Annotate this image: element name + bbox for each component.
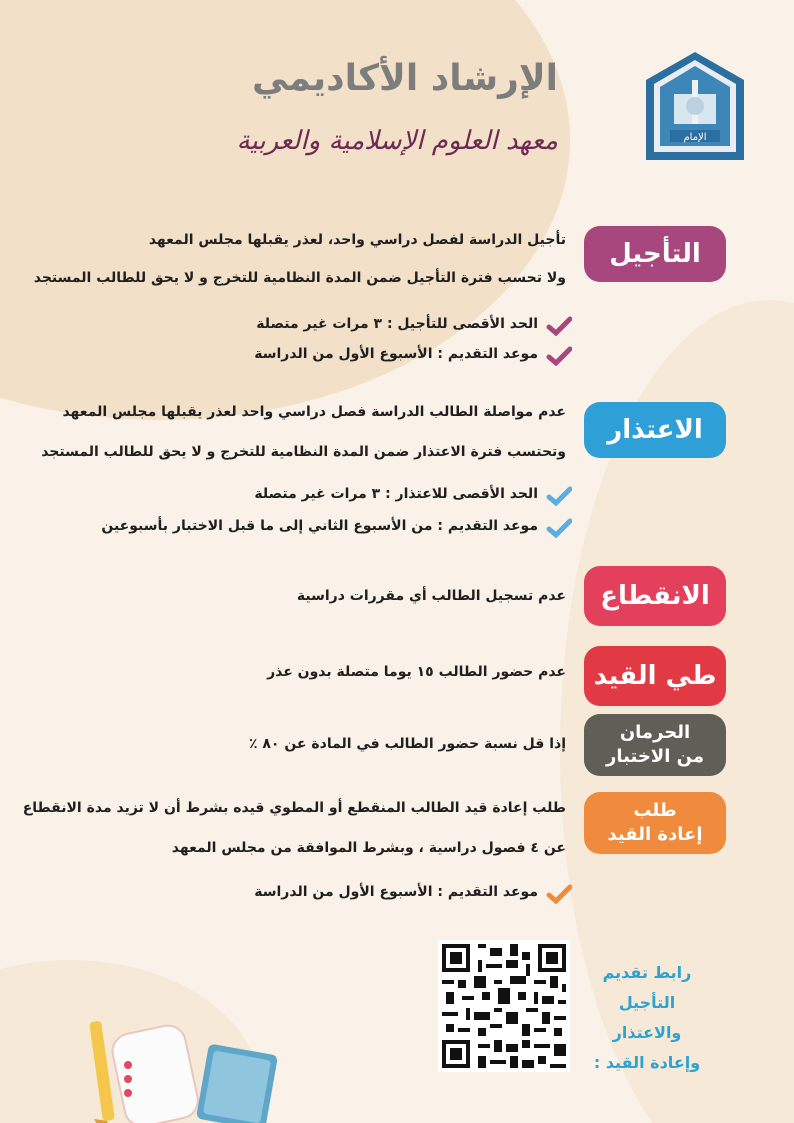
- postponement-limit: الحد الأقصى للتأجيل : ٣ مرات غير متصلة: [256, 316, 538, 332]
- apology-line-2: وتحتسب فترة الاعتذار ضمن المدة النظامية للتخرج و لا يحق للطالب المستجد: [41, 444, 566, 460]
- badge-readmission-line-2: إعادة القيد: [607, 824, 703, 845]
- removal-line: عدم حضور الطالب ١٥ يوما متصلة بدون عذر: [267, 664, 566, 680]
- badge-apology: الاعتذار: [584, 402, 726, 458]
- apology-line-1: عدم مواصلة الطالب الدراسة فصل دراسي واحد لعذر يقبلها مجلس المعهد: [62, 404, 566, 420]
- dropout-line: عدم تسجيل الطالب أي مقررات دراسية: [296, 588, 566, 604]
- check-icon: [546, 884, 572, 904]
- qr-caption: [582, 958, 712, 1078]
- check-icon: [546, 316, 572, 336]
- readmission-line-1: طلب إعادة قيد الطالب المنقطع أو المطوي قيده بشرط أن لا تزيد مدة الانقطاع: [22, 800, 566, 816]
- badge-postponement: التأجيل: [584, 226, 726, 282]
- badge-deprivation-line-2: من الاختبار: [606, 746, 704, 767]
- postponement-line-1: تأجيل الدراسة لفصل دراسي واحد، لعذر يقبلها مجلس المعهد: [148, 232, 566, 248]
- badge-removal: طي القيد: [584, 646, 726, 706]
- check-icon: [546, 518, 572, 538]
- stationery-illustration: [90, 1015, 330, 1123]
- qr-caption-line-1: رابط تقديم: [602, 963, 692, 982]
- readmission-date: موعد التقديم : الأسبوع الأول من الدراسة: [254, 884, 538, 900]
- postponement-date: موعد التقديم : الأسبوع الأول من الدراسة: [254, 346, 538, 362]
- qr-code-icon[interactable]: [438, 940, 570, 1072]
- apology-limit: الحد الأقصى للاعتذار : ٣ مرات غير متصلة: [254, 486, 538, 502]
- page-title: الإرشاد الأكاديمي: [252, 58, 558, 99]
- university-emblem-icon: [644, 50, 746, 162]
- check-icon: [546, 486, 572, 506]
- svg-text:الإمام: الإمام: [683, 132, 707, 143]
- check-icon: [546, 346, 572, 366]
- badge-readmission-line-1: طلب: [633, 800, 677, 821]
- readmission-line-2: عن ٤ فصول دراسية ، وبشرط الموافقة من مجلس المعهد: [171, 840, 566, 856]
- qr-caption-line-2: التأجيل والاعتذار: [612, 993, 682, 1042]
- page-subtitle: معهد العلوم الإسلامية والعربية: [236, 126, 558, 156]
- postponement-line-2: ولا تحسب فترة التأجيل ضمن المدة النظامية للتخرج و لا يحق للطالب المستجد: [33, 270, 566, 286]
- badge-deprivation: [584, 714, 726, 776]
- badge-dropout: الانقطاع: [584, 566, 726, 626]
- apology-date: موعد التقديم : من الأسبوع الثاني إلى ما قبل الاختبار بأسبوعين: [101, 518, 538, 534]
- badge-deprivation-line-1: الحرمان: [619, 722, 691, 743]
- qr-caption-line-3: وإعادة القيد :: [593, 1053, 701, 1072]
- deprivation-line: إذا قل نسبة حضور الطالب في المادة عن ٨٠ ٪: [248, 736, 566, 752]
- badge-readmission: [584, 792, 726, 854]
